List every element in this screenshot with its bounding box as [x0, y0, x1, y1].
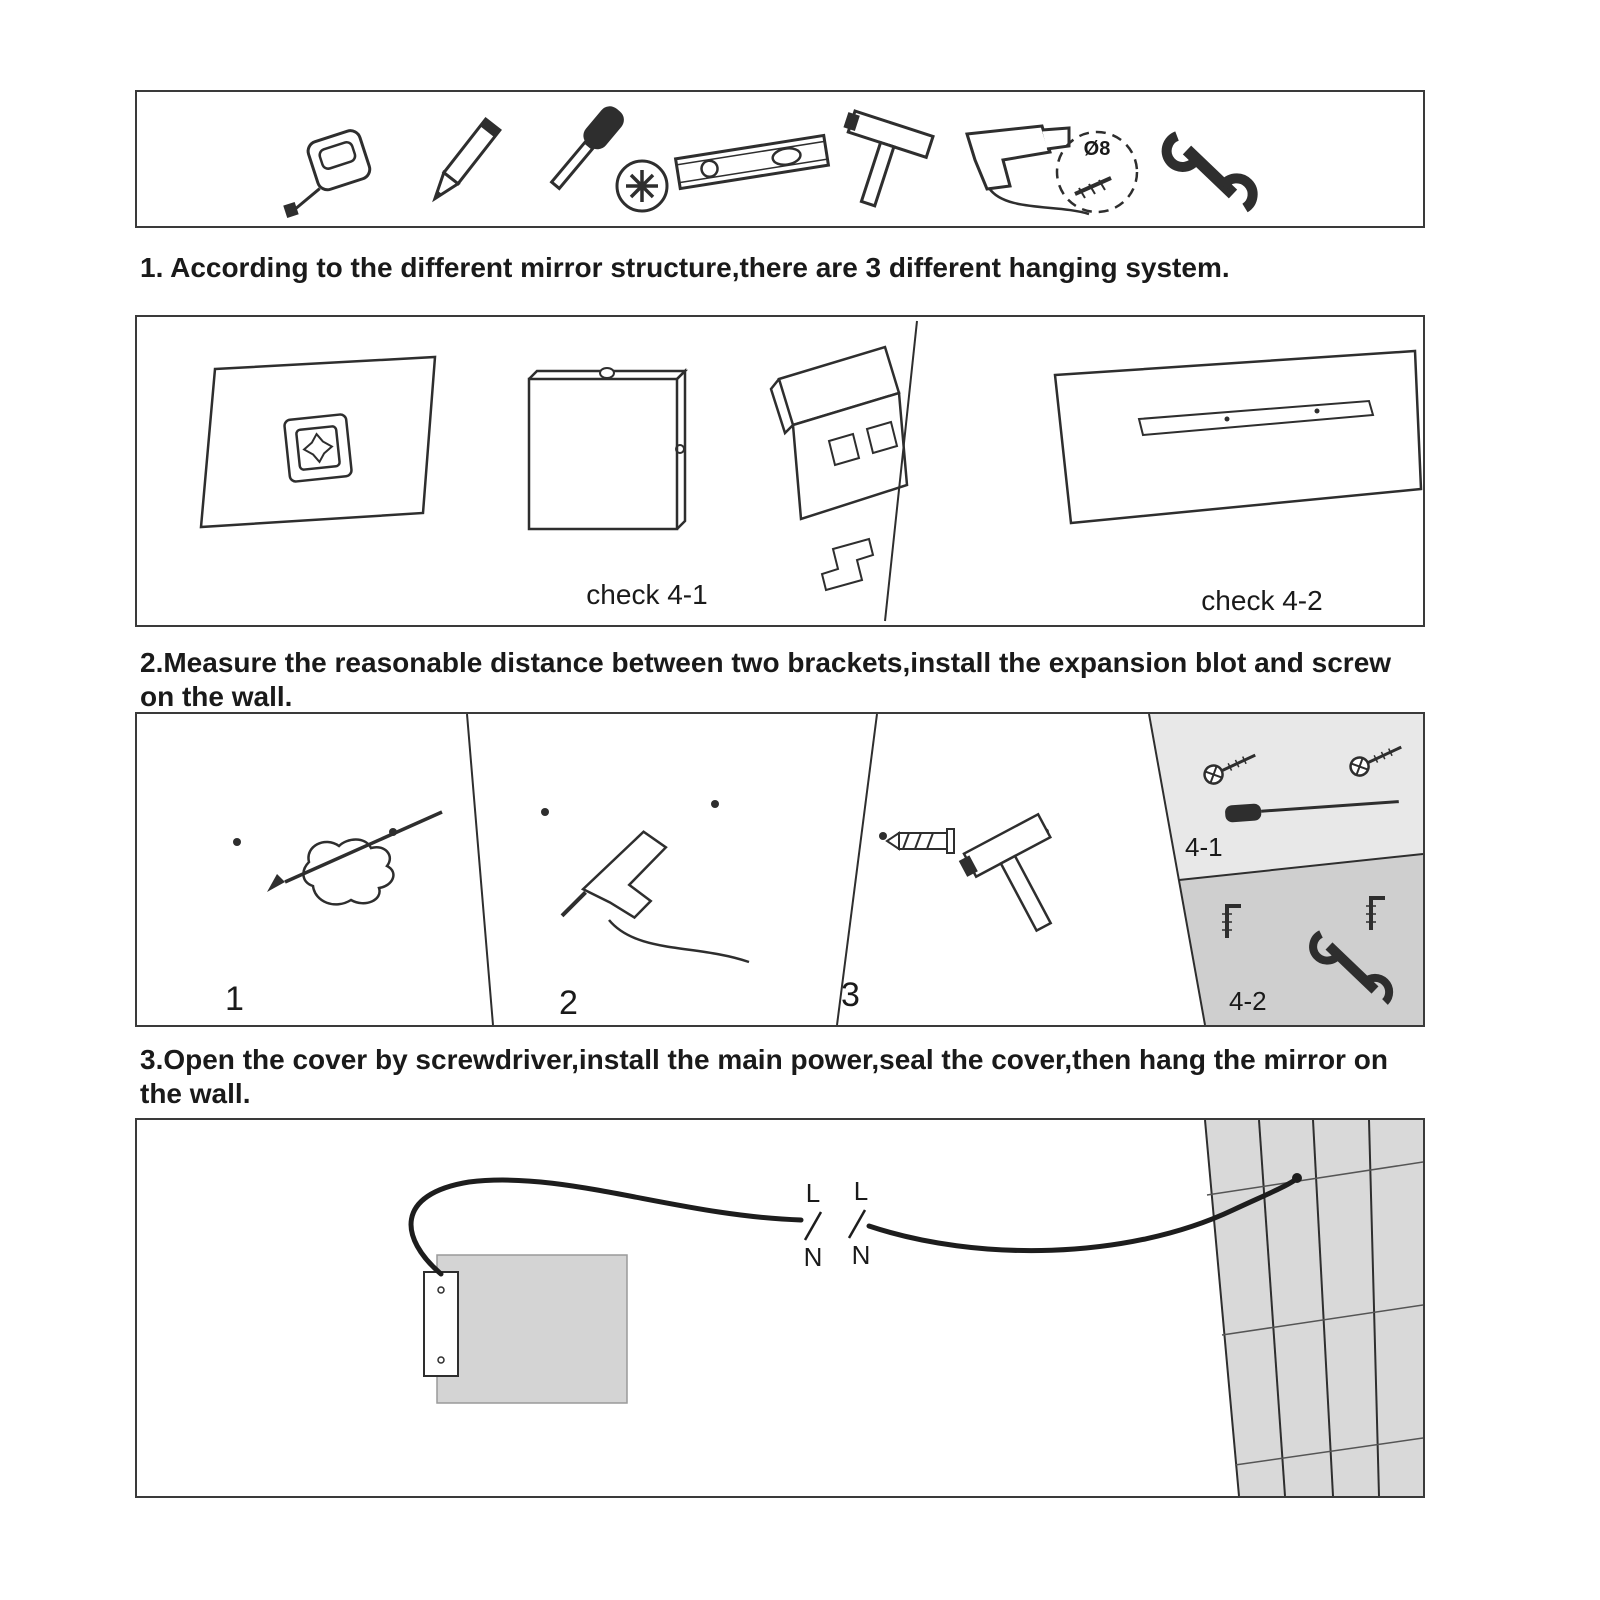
power-driver-box	[424, 1255, 627, 1403]
screwdriver-icon	[545, 102, 667, 211]
terminal-neutral-right: N	[851, 1240, 871, 1270]
panel-4-2-number: 4-2	[1229, 986, 1267, 1016]
anchor-hammer	[879, 814, 1086, 947]
terminal-live-right: L	[853, 1176, 869, 1206]
panel-1-number: 1	[225, 980, 244, 1018]
panel-2-number: 2	[559, 984, 578, 1022]
step1-text: 1. According to the different mirror structure,there are 3 different hanging system.	[140, 252, 1230, 283]
step2-text-line2: on the wall.	[140, 681, 293, 712]
tape-measure-icon	[267, 128, 376, 218]
wire-break-marks	[805, 1210, 865, 1240]
tile-wall	[1205, 1120, 1423, 1496]
folded-bracket-plate	[771, 347, 907, 590]
hanging-systems-box	[135, 315, 1425, 627]
wall-plug-icon	[887, 829, 954, 853]
tools-illustration	[137, 92, 1423, 226]
check-4-2-label: check 4-2	[1201, 585, 1323, 616]
step3-text-line1: 3.Open the cover by screwdriver,install the main power,seal the cover,then hang the mirror on	[140, 1044, 1388, 1075]
drill-bit-diameter-label: Ø8	[1083, 138, 1111, 160]
spirit-level-icon	[676, 135, 829, 188]
panel-3-number: 3	[841, 976, 860, 1014]
panel-4-1-number: 4-1	[1185, 832, 1223, 862]
terminal-live-left: L	[805, 1178, 821, 1208]
tools-box	[135, 90, 1425, 228]
mounting-steps-box	[135, 712, 1425, 1027]
check-4-1-label: check 4-1	[586, 579, 708, 610]
step2-text-line1: 2.Measure the reasonable distance between two brackets,install the expansion blot and screw	[140, 647, 1392, 678]
mirror-back-bar-bracket	[1055, 351, 1421, 523]
mirror-frame-box	[529, 368, 685, 529]
wiring-illustration	[137, 1120, 1423, 1496]
hammer-strike-icon	[957, 814, 1086, 947]
wall-connection-point	[1292, 1173, 1302, 1183]
mirror-back-square-bracket	[201, 357, 435, 527]
hanging-systems-illustration	[137, 317, 1423, 625]
divider-1-2	[467, 714, 493, 1025]
hammer-icon	[823, 109, 933, 216]
marking-hand-pencil	[233, 812, 442, 904]
drilling-drill	[541, 800, 749, 962]
terminal-neutral-left: N	[803, 1242, 823, 1272]
step3-text-line2: the wall.	[140, 1078, 251, 1109]
wiring-box	[135, 1118, 1425, 1498]
wrench-icon	[1167, 136, 1253, 208]
mounting-steps-illustration	[137, 714, 1423, 1025]
pencil-icon	[428, 119, 500, 204]
